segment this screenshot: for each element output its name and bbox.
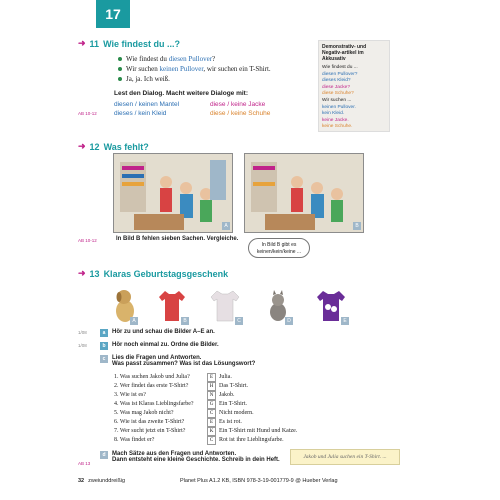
step-letter: d [100, 451, 108, 459]
arrow-icon: ➜ [78, 141, 86, 151]
cat-picture: D [265, 285, 293, 325]
step-b: b Hör noch einmal zu. Ordne die Bilder. [100, 342, 219, 350]
section-title: Wie findest du ...? [103, 38, 180, 49]
list-item: N Jakob. [207, 391, 347, 400]
example-note: Jakob und Julia suchen ein T-Shirt. ... [290, 449, 400, 465]
list-item: E Es ist rot. [207, 418, 347, 427]
section-11-instruction: Lest den Dialog. Macht weitere Dialoge mit: [114, 90, 248, 97]
step-letter: a [100, 329, 108, 337]
section-12-instruction: In Bild B fehlen sieben Sachen. Vergleiche. [116, 236, 239, 242]
list-item: 8. Was findet er? [114, 437, 155, 443]
list-item: 3. Wie ist es? [114, 392, 146, 398]
list-item: G Ein T-Shirt. [207, 400, 347, 409]
purple-tshirt-picture: E [313, 285, 349, 325]
bullet-icon [118, 67, 122, 71]
dialog-line: Wie findest du diesen Pullover? [118, 54, 328, 64]
section-11-heading [78, 38, 180, 49]
audio-tag: 1/08 [78, 330, 87, 335]
list-item: E Julia. [207, 373, 347, 382]
section-12-heading: ➜ 12 Was fehlt? [78, 141, 149, 152]
list-item: 1. Was suchen Jakob und Julia? [114, 374, 190, 380]
step-letter: c [100, 355, 108, 363]
list-item: K Ein T-Shirt mit Hund und Katze. [207, 427, 347, 436]
picture-b: B [244, 153, 364, 233]
page-footer: 32 zweiunddreißig [78, 478, 126, 484]
list-item: C Nicht modern. [207, 409, 347, 418]
section-number: 11 [89, 38, 100, 49]
ab-tag: AB 10-12 [78, 111, 97, 116]
dialog-lines [118, 54, 328, 84]
answer-list [207, 373, 347, 445]
white-shirt-picture: C [207, 285, 243, 325]
red-tshirt-picture: B [155, 285, 189, 325]
audio-tag: 1/08 [78, 343, 87, 348]
speech-bubble: In Bild B gibt es keinen/kein/keine ... [248, 238, 310, 258]
list-item: 5. Was mag Jakob nicht? [114, 410, 174, 416]
arrow-icon: ➜ [78, 268, 86, 278]
list-item: C Rot ist ihre Lieblingsfarbe. [207, 436, 347, 445]
step-d: d Mach Sätze aus den Fragen und Antworten. Dann entsteht eine kleine Geschichte. Schreib in dein Heft. [100, 451, 280, 463]
bullet-icon [118, 77, 122, 81]
dialog-line: Ja, ja. Ich weiß. [118, 74, 328, 84]
options-right: diese / keine Jacke diese / keine Schuhe [210, 101, 271, 117]
step-c: c Lies die Fragen und Antworten. Was passt zusammen? Was ist das Lösungswort? [100, 355, 255, 367]
list-item: 7. Wer sucht jetzt ein T-Shirt? [114, 428, 186, 434]
ab-tag: AB 13 [78, 461, 91, 466]
arrow-icon: ➜ [78, 38, 86, 48]
grammar-box: Demonstrativ- und Negativ-artikel im Akkusativ Wie findest du ... diesen Pullover? dieses Kleid? diese Jacke? diese Schuhe? Wir suchen ... keinen Pullover. kein Kleid. keine Jacke. keine Schuhe. [318, 40, 390, 132]
bullet-icon [118, 57, 122, 61]
imprint: Planet Plus A1.2 KB, ISBN 978-3-19-001779-9 @ Hueber Verlag [180, 478, 338, 484]
picture-a: A [113, 153, 233, 233]
options-left: diesen / keinen Mantel dieses / kein Kleid [114, 101, 180, 117]
page-number-badge: 17 [96, 0, 130, 28]
shop-scene-illustration [245, 154, 363, 232]
dialog-line: Wir suchen keinen Pullover, wir suchen ein T-Shirt. [118, 64, 328, 74]
ab-tag: AB 10-12 [78, 238, 97, 243]
step-a: a Hör zu und schau die Bilder A–E an. [100, 329, 215, 337]
list-item: 4. Was ist Klaras Lieblingsfarbe? [114, 401, 194, 407]
dog-picture: A [112, 285, 138, 325]
list-item: 2. Wer findet das erste T-Shirt? [114, 383, 189, 389]
section-13-heading: ➜ 13 Klaras Geburtstagsgeschenk [78, 268, 229, 279]
list-item: H Das T-Shirt. [207, 382, 347, 391]
step-letter: b [100, 342, 108, 350]
shop-scene-illustration [114, 154, 232, 232]
list-item: 6. Wie ist das zweite T-Shirt? [114, 419, 185, 425]
